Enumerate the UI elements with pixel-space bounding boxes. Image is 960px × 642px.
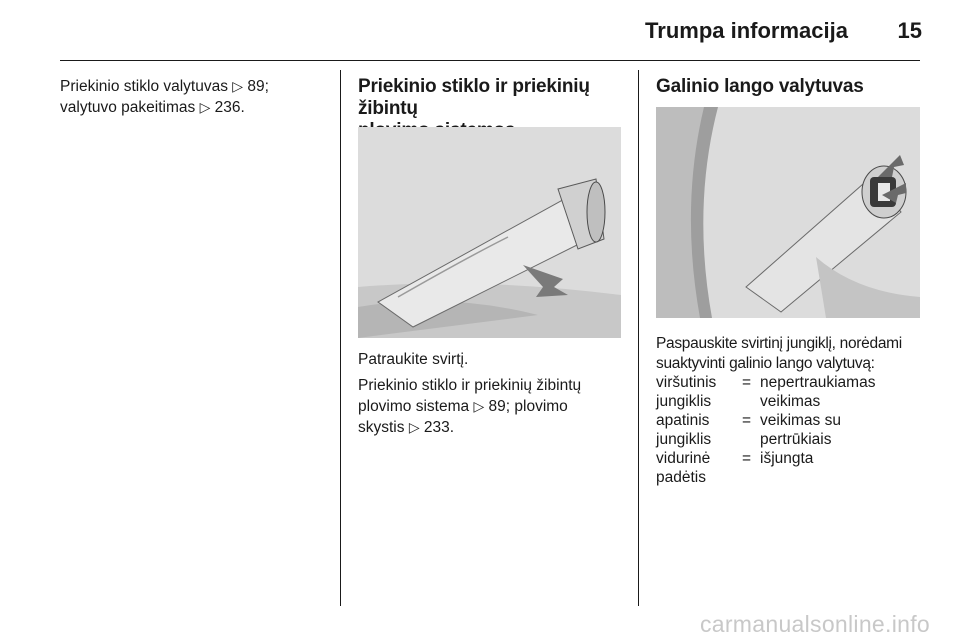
section-title: Trumpa informacija xyxy=(645,18,848,43)
equals-sign xyxy=(742,411,760,449)
column-divider xyxy=(340,70,341,606)
heading-line: Priekinio stiklo ir priekinių žibintų xyxy=(358,76,590,119)
rear-wiper-switch-figure xyxy=(656,107,920,318)
definition-description-line: veikimas xyxy=(760,393,821,410)
xref-page[interactable]: 233. xyxy=(423,419,455,436)
instruction-text xyxy=(656,334,936,374)
wiper-stalk-illustration xyxy=(358,127,621,338)
definition-row xyxy=(656,373,875,411)
xref-text: valytuvo pakeitimas xyxy=(60,99,196,116)
xref-text: Priekinio stiklo valytuvas xyxy=(60,78,228,95)
xref-line xyxy=(60,97,330,118)
definition-term-line: padėtis xyxy=(656,469,706,486)
paragraph-line: Paspauskite svirtinį jungiklį, norėdami xyxy=(656,335,902,352)
paragraph-line xyxy=(358,396,628,417)
page-number: 15 xyxy=(897,18,922,43)
definition-description-line: pertrūkiais xyxy=(760,431,832,448)
triangle-right-icon: ▷ xyxy=(408,419,420,435)
triangle-right-icon: ▷ xyxy=(199,99,211,115)
definition-term xyxy=(656,449,742,487)
instruction-text: Patraukite svirtį. xyxy=(358,351,469,368)
xref-page[interactable]: 236. xyxy=(214,99,245,116)
xref-page[interactable]: 89; xyxy=(247,78,269,95)
column-1 xyxy=(60,76,330,118)
definition-row xyxy=(656,449,875,487)
equals-sign xyxy=(742,449,760,487)
definition-term-line: jungiklis xyxy=(656,393,712,410)
xref-text: skystis xyxy=(358,419,405,436)
reference-paragraph xyxy=(358,376,628,438)
definition-description-line: veikimas su xyxy=(760,412,841,429)
paragraph-line xyxy=(358,417,628,438)
rear-wiper-illustration xyxy=(656,107,920,318)
header-rule xyxy=(60,60,920,61)
definition-term xyxy=(656,373,742,411)
definition-description-line: nepertraukiamas xyxy=(760,374,876,391)
equals-sign-line: = xyxy=(742,450,752,467)
paragraph-line: suaktyvinti galinio lango valytuvą: xyxy=(656,355,875,372)
equals-sign-line: = xyxy=(742,374,752,391)
definition-term-line: jungiklis xyxy=(656,431,712,448)
equals-sign xyxy=(742,373,760,411)
definition-term-line: vidurinė xyxy=(656,450,711,467)
definition-description xyxy=(760,449,875,487)
triangle-right-icon: ▷ xyxy=(232,78,244,94)
definition-term-line: apatinis xyxy=(656,412,710,429)
column-divider xyxy=(638,70,639,606)
definition-description xyxy=(760,411,875,449)
watermark: carmanualsonline.info xyxy=(699,611,930,637)
xref-page[interactable]: 89; plovimo xyxy=(488,398,568,415)
definition-row xyxy=(656,411,875,449)
stalk-pull-figure xyxy=(358,127,621,338)
equals-sign-line: = xyxy=(742,412,752,429)
definition-description-line: išjungta xyxy=(760,450,814,467)
xref-text: plovimo sistema xyxy=(358,398,470,415)
definition-description xyxy=(760,373,875,411)
xref-line xyxy=(60,76,330,97)
triangle-right-icon: ▷ xyxy=(473,398,485,414)
switch-position-table xyxy=(656,373,875,487)
paragraph-line: Priekinio stiklo ir priekinių žibintų xyxy=(358,377,582,394)
section-heading: Galinio lango valytuvas xyxy=(656,76,864,97)
definition-term-line: viršutinis xyxy=(656,374,717,391)
definition-term xyxy=(656,411,742,449)
